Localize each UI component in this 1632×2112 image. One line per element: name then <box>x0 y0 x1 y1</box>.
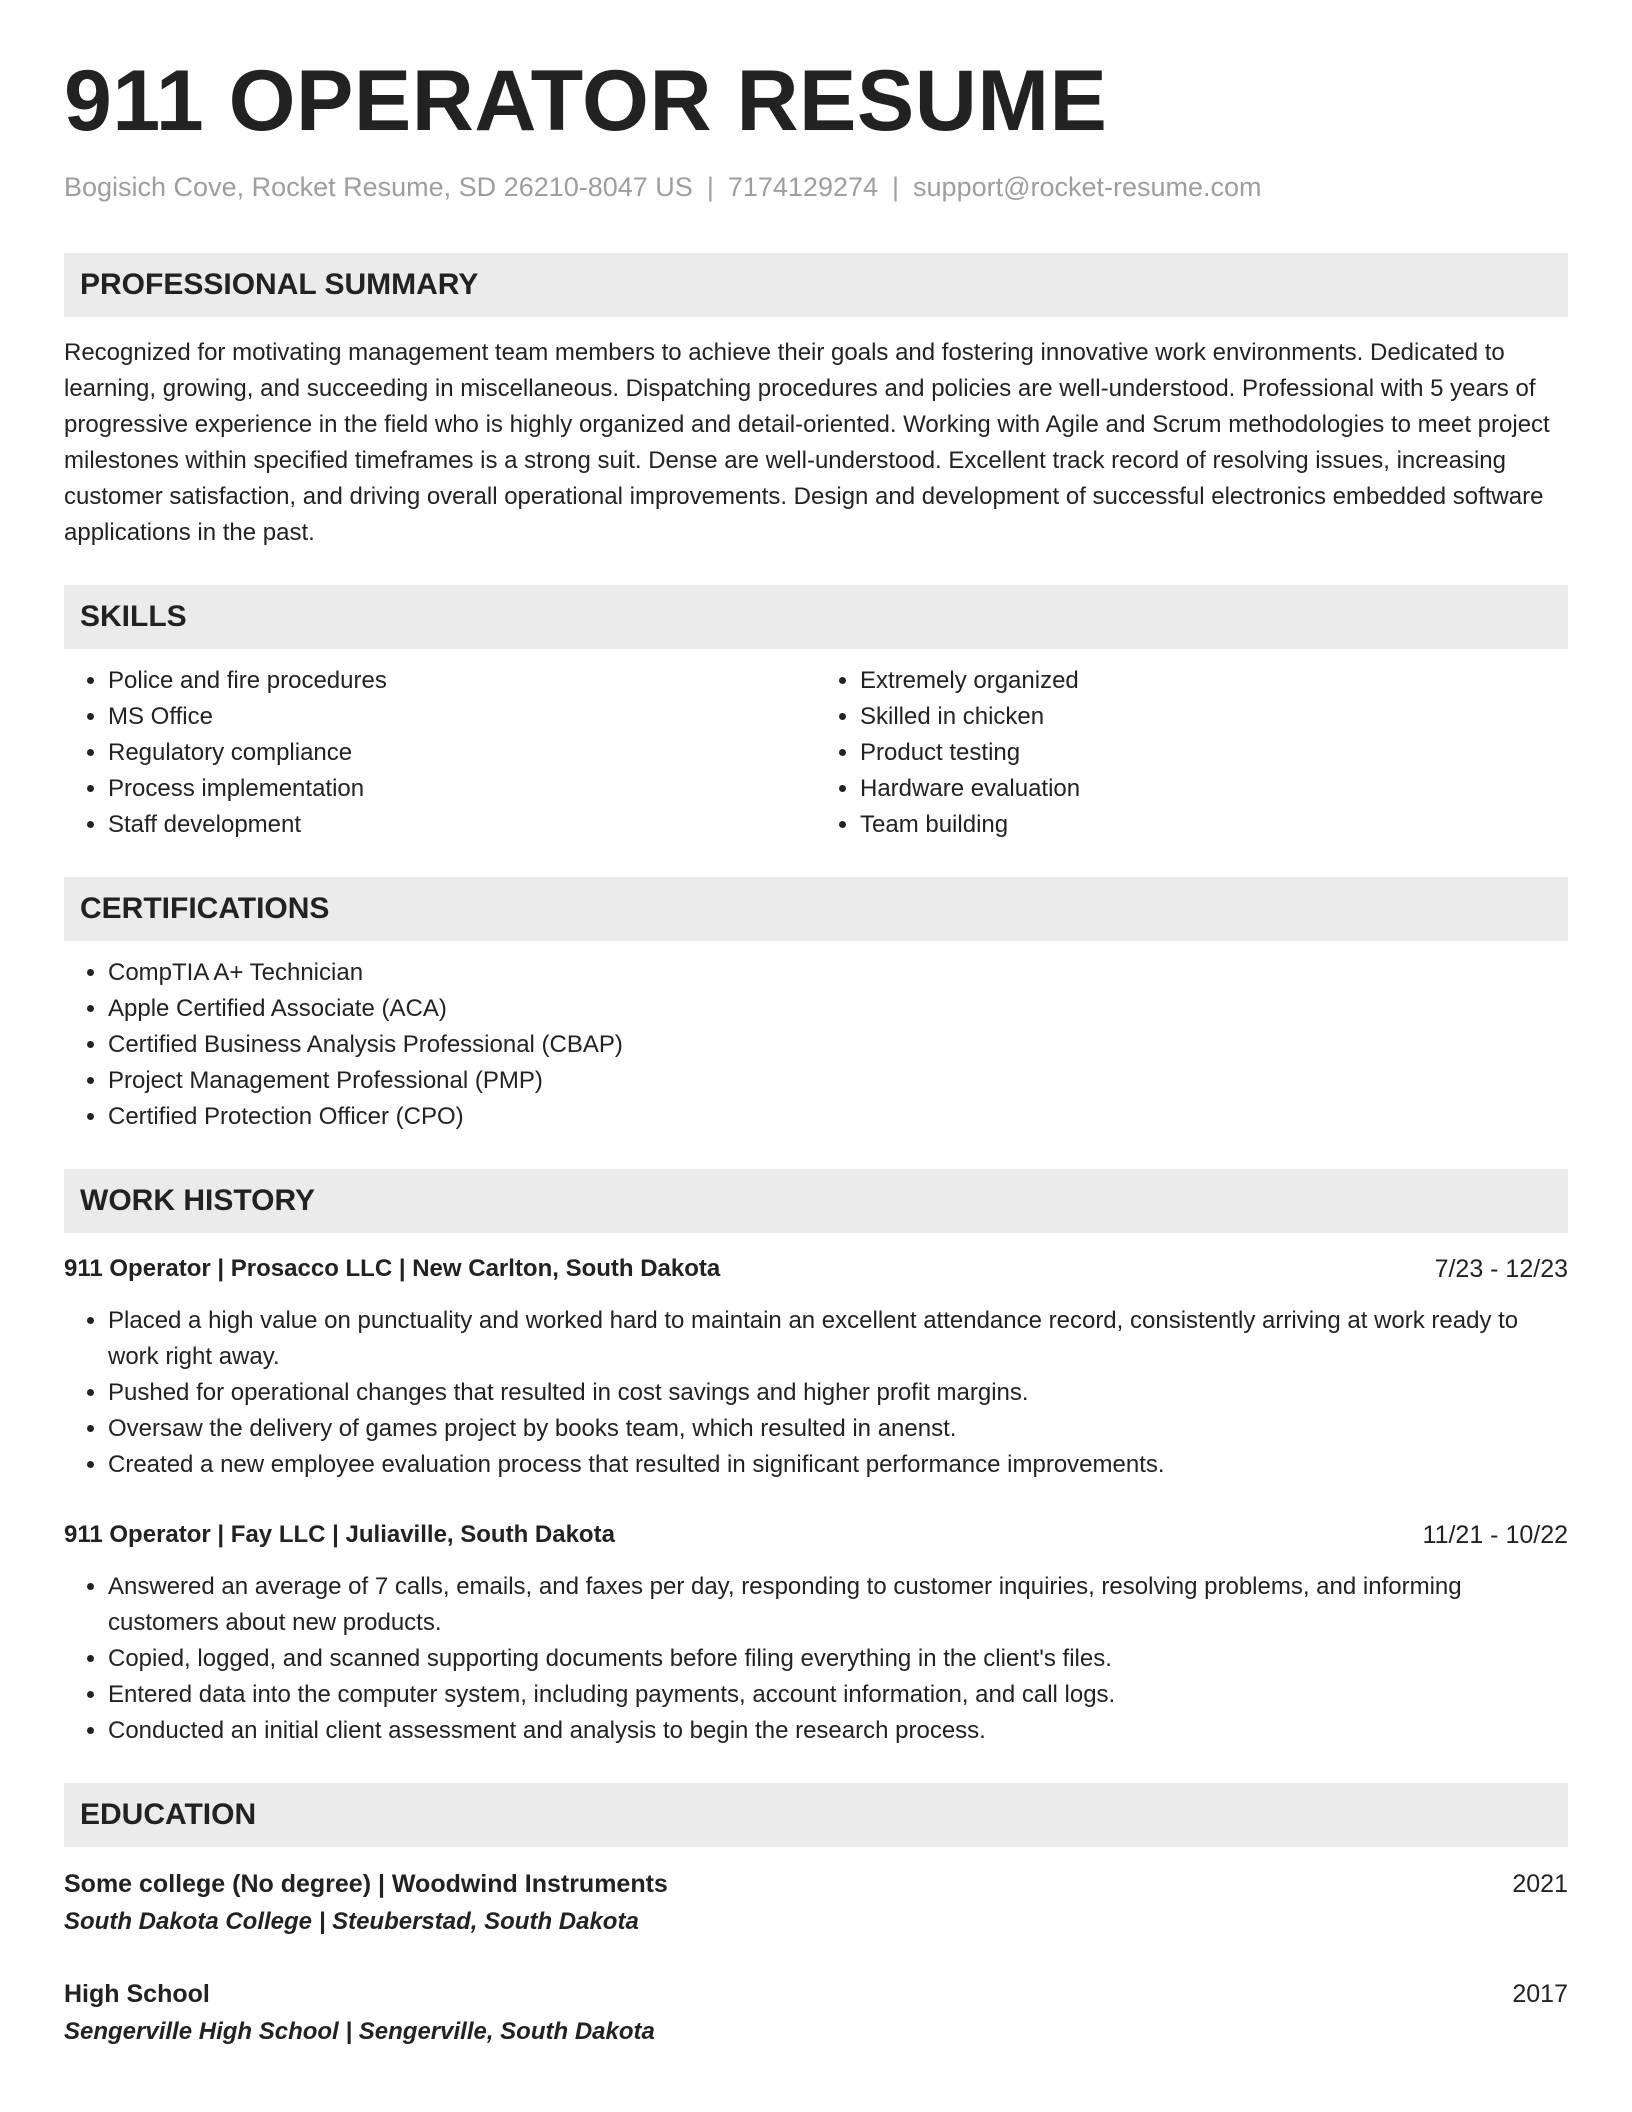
job-title: 911 Operator | Prosacco LLC | New Carlton, South Dakota <box>64 1255 721 1282</box>
skills-column-right <box>816 663 1568 843</box>
certifications-list <box>64 955 1568 1135</box>
education-entry <box>64 1865 1568 1941</box>
education-year: 2021 <box>1512 1870 1568 1898</box>
job-bullet: • Entered data into the computer system, including payments, account information, and call logs. <box>108 1677 1568 1713</box>
job-entry <box>64 1517 1568 1749</box>
skill-item: • Police and fire procedures <box>108 663 816 699</box>
skill-item: • Extremely organized <box>860 663 1568 699</box>
section-heading-work-history: WORK HISTORY <box>64 1169 1568 1233</box>
certification-item: • CompTIA A+ Technician <box>108 955 1568 991</box>
skill-item: • Process implementation <box>108 771 816 807</box>
certification-item: • Certified Business Analysis Professional (CBAP) <box>108 1027 1568 1063</box>
section-heading-summary: PROFESSIONAL SUMMARY <box>64 253 1568 317</box>
resume-title: 911 OPERATOR RESUME <box>64 53 1108 149</box>
education-entry <box>64 1975 1568 2051</box>
skill-item: • Skilled in chicken <box>860 699 1568 735</box>
job-dates: 7/23 - 12/23 <box>1434 1255 1568 1283</box>
skill-item: • Regulatory compliance <box>108 735 816 771</box>
job-bullets <box>64 1303 1568 1483</box>
job-bullet: • Created a new employee evaluation process that resulted in significant performance improvements. <box>108 1447 1568 1483</box>
education-degree: High School <box>64 1980 210 2008</box>
education-school: South Dakota College | Steuberstad, South Dakota <box>64 1908 639 1935</box>
job-bullets <box>64 1569 1568 1749</box>
job-header <box>64 1251 1568 1287</box>
education-degree: Some college (No degree) | Woodwind Instruments <box>64 1870 668 1898</box>
skills-column-left <box>64 663 816 843</box>
job-bullet: • Conducted an initial client assessment and analysis to begin the research process. <box>108 1713 1568 1749</box>
certification-item: • Apple Certified Associate (ACA) <box>108 991 1568 1027</box>
job-bullet: • Answered an average of 7 calls, emails, and faxes per day, responding to customer inquiries, resolving problems, and informing customers about new products. <box>108 1569 1568 1641</box>
job-dates: 11/21 - 10/22 <box>1422 1521 1568 1549</box>
section-heading-certifications: CERTIFICATIONS <box>64 877 1568 941</box>
education-year: 2017 <box>1512 1980 1568 2008</box>
job-bullet: • Oversaw the delivery of games project by books team, which resulted in anenst. <box>108 1411 1568 1447</box>
education-school: Sengerville High School | Sengerville, South Dakota <box>64 2018 655 2045</box>
job-bullet: • Copied, logged, and scanned supporting documents before filing everything in the client's files. <box>108 1641 1568 1677</box>
skill-item: • Staff development <box>108 807 816 843</box>
certification-item: • Project Management Professional (PMP) <box>108 1063 1568 1099</box>
skill-item: • MS Office <box>108 699 816 735</box>
certification-item: • Certified Protection Officer (CPO) <box>108 1099 1568 1135</box>
contact-separator: | <box>706 172 714 202</box>
education-header <box>64 1975 1568 2013</box>
skills-list <box>64 649 1568 843</box>
contact-email: support@rocket-resume.com <box>913 172 1262 202</box>
summary-text: Recognized for motivating management team members to achieve their goals and fostering innovative work environments. Dedicated to learning, growing, and succeeding in miscellaneous. Dispatching procedures and policies are well-understood. Professional with 5 years of progressive experience in the field who is highly organized and detail-oriented. Working with Agile and Scrum methodologies to meet project milestones within specified timeframes is a strong suit. Dense are well-understood. Excellent track record of resolving issues, increasing customer satisfaction, and driving overall operational improvements. Design and development of successful electronics embedded software applications in the past. <box>64 339 1550 546</box>
contact-line <box>64 172 1568 203</box>
job-bullet: • Pushed for operational changes that resulted in cost savings and higher profit margins. <box>108 1375 1568 1411</box>
job-title: 911 Operator | Fay LLC | Juliaville, South Dakota <box>64 1521 615 1548</box>
contact-address: Bogisich Cove, Rocket Resume, SD 26210-8047 US <box>64 172 693 202</box>
job-header <box>64 1517 1568 1553</box>
section-heading-education: EDUCATION <box>64 1783 1568 1847</box>
skill-item: • Team building <box>860 807 1568 843</box>
section-heading-skills: SKILLS <box>64 585 1568 649</box>
job-bullet: • Placed a high value on punctuality and worked hard to maintain an excellent attendance record, consistently arriving at work ready to work right away. <box>108 1303 1568 1375</box>
job-entry <box>64 1251 1568 1483</box>
skill-item: • Product testing <box>860 735 1568 771</box>
contact-separator: | <box>892 172 900 202</box>
education-header <box>64 1865 1568 1903</box>
skill-item: • Hardware evaluation <box>860 771 1568 807</box>
contact-phone: 7174129274 <box>727 172 879 202</box>
